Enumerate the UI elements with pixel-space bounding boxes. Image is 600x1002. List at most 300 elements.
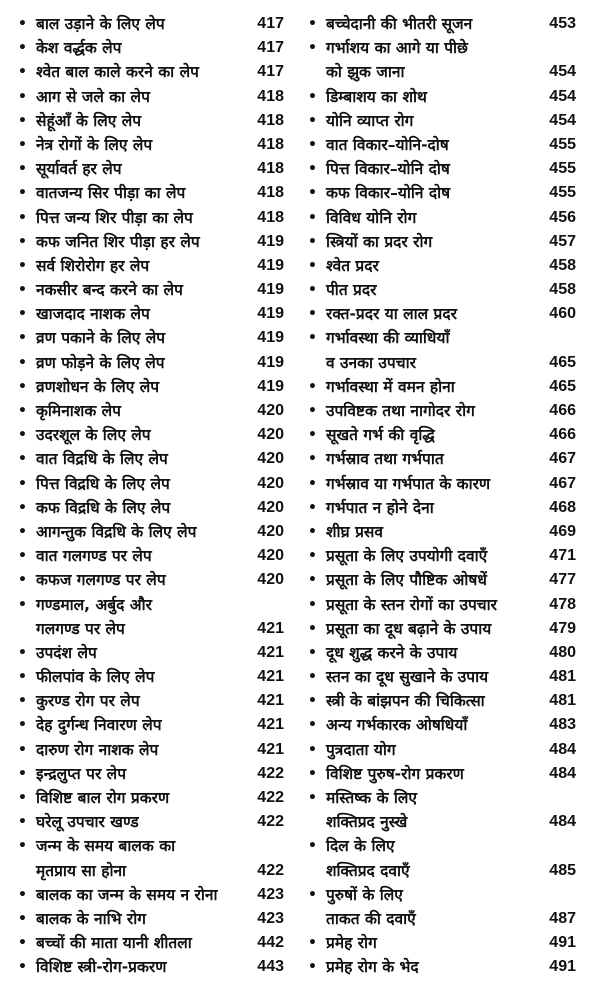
- toc-entry: [16, 230, 286, 254]
- toc-entry-page-number: 442: [257, 934, 284, 952]
- toc-entry: [16, 907, 286, 931]
- toc-entry-page-number: 419: [257, 353, 284, 371]
- toc-entry-line: [16, 60, 286, 84]
- toc-entry-line: [306, 206, 586, 230]
- bullet-icon: •: [308, 620, 317, 637]
- toc-entry: [16, 423, 286, 447]
- toc-entry-page-number: 421: [257, 619, 284, 637]
- toc-entry: [16, 133, 286, 157]
- toc-entry-page-number: 471: [549, 547, 576, 565]
- toc-entry-page-number: 422: [257, 861, 284, 879]
- toc-entry: [306, 834, 586, 882]
- bullet-icon: •: [18, 185, 27, 202]
- toc-entry-line: [306, 375, 586, 399]
- toc-entry-line: [306, 665, 586, 689]
- toc-entry-title: फीलपांव के लिए लेप: [36, 668, 155, 687]
- bullet-icon: •: [18, 427, 27, 444]
- toc-entry-title: कफ विकार–योनि दोष: [326, 184, 451, 203]
- toc-entry-line: [306, 738, 586, 762]
- toc-entry-page-number: 420: [257, 426, 284, 444]
- toc-entry-title: प्रमेह रोग के भेद: [326, 958, 419, 977]
- toc-entry-page-number: 465: [549, 377, 576, 395]
- toc-entry-page-number: 419: [257, 281, 284, 299]
- bullet-icon: •: [308, 112, 317, 129]
- toc-entry-line: [306, 447, 586, 471]
- bullet-icon: •: [308, 257, 317, 274]
- toc-entry-title: नेत्र रोगों के लिए लेप: [36, 135, 153, 154]
- toc-entry-title: वातजन्य सिर पीड़ा का लेप: [36, 184, 186, 203]
- bullet-icon: •: [18, 886, 27, 903]
- toc-entry-title: केश वर्द्धक लेप: [36, 39, 122, 58]
- toc-entry: [16, 665, 286, 689]
- toc-entry-line: [306, 931, 586, 955]
- toc-entry-title: बालक के नाभि रोग: [36, 909, 146, 928]
- bullet-icon: •: [18, 451, 27, 468]
- toc-entry: [16, 520, 286, 544]
- bullet-icon: •: [18, 209, 27, 226]
- toc-entry-line: [16, 326, 286, 350]
- toc-entry-title: सर्व शिरोरोग हर लेप: [36, 256, 150, 275]
- toc-entry-line: [306, 133, 586, 157]
- toc-entry-line: [16, 254, 286, 278]
- toc-entry-title: जन्म के समय बालक का: [36, 837, 176, 856]
- toc-entry: [16, 568, 286, 592]
- bullet-icon: •: [308, 475, 317, 492]
- toc-entry-line: [16, 423, 286, 447]
- toc-entry-title: पित्त विद्रधि के लिए लेप: [36, 474, 170, 493]
- toc-entry-line: [16, 85, 286, 109]
- toc-entry: [16, 883, 286, 907]
- toc-entry: [16, 472, 286, 496]
- toc-entry-line: [306, 617, 586, 641]
- toc-entry-page-number: 420: [257, 498, 284, 516]
- toc-entry: [306, 206, 586, 230]
- toc-entry-line: [306, 544, 586, 568]
- toc-entry-page-number: 422: [257, 789, 284, 806]
- toc-entry-title: डिम्बाशय का शोथ: [326, 87, 427, 106]
- bullet-icon: •: [308, 669, 317, 686]
- bullet-icon: •: [18, 499, 27, 516]
- bullet-icon: •: [308, 717, 317, 734]
- toc-entry: [16, 713, 286, 737]
- bullet-icon: •: [18, 644, 27, 661]
- toc-entry-line: [306, 423, 586, 447]
- toc-entry-page-number: 481: [549, 668, 576, 686]
- toc-entry-title: वात गलगण्ड पर लेप: [36, 547, 152, 566]
- toc-entry-page-number: 454: [549, 111, 576, 129]
- toc-entry-title: प्रसूता का दूध बढ़ाने के उपाय: [326, 619, 492, 638]
- toc-entry: [306, 544, 586, 568]
- toc-entry-title: सूखते गर्भ की वृद्धि: [326, 426, 435, 445]
- bullet-icon: •: [308, 40, 317, 57]
- bullet-icon: •: [18, 88, 27, 105]
- toc-entry-line: [306, 907, 586, 931]
- toc-entry-line: [16, 883, 286, 907]
- bullet-icon: •: [18, 814, 27, 831]
- toc-entry-line: [16, 12, 286, 36]
- toc-entry-page-number: 419: [257, 256, 284, 274]
- toc-entry-title: गर्भपात न होने देना: [326, 498, 434, 517]
- toc-entry-line: [306, 496, 586, 520]
- toc-entry-title: विशिष्ट बाल रोग प्रकरण: [36, 789, 170, 807]
- toc-entry-page-number: 417: [257, 15, 284, 32]
- toc-entry-title: श्वेत प्रदर: [326, 256, 379, 275]
- toc-entry-page-number: 455: [549, 160, 576, 178]
- toc-entry-line: [16, 351, 286, 375]
- toc-entry-title: उपदंश लेप: [36, 643, 97, 662]
- toc-entry: [16, 399, 286, 423]
- toc-entry-line: [16, 738, 286, 762]
- toc-entry: [306, 447, 586, 471]
- toc-entry: [16, 278, 286, 302]
- toc-entry: [306, 883, 586, 931]
- toc-entry: [306, 955, 586, 979]
- bullet-icon: •: [308, 572, 317, 589]
- toc-entry: [306, 36, 586, 84]
- toc-entry-page-number: 418: [257, 87, 284, 105]
- toc-entry-title: गण्डमाल, अर्बुद और: [36, 595, 152, 614]
- toc-entry: [306, 568, 586, 592]
- toc-entry-page-number: 418: [257, 160, 284, 178]
- toc-entry-line: [16, 665, 286, 689]
- toc-entry: [16, 12, 286, 36]
- bullet-icon: •: [308, 499, 317, 516]
- toc-entry: [306, 109, 586, 133]
- toc-entry-page-number: 456: [549, 208, 576, 226]
- toc-entry-line: [16, 230, 286, 254]
- toc-entry-line: [16, 206, 286, 230]
- toc-entry: [306, 641, 586, 665]
- bullet-icon: •: [18, 572, 27, 589]
- bullet-icon: •: [18, 112, 27, 129]
- toc-entry-page-number: 457: [549, 232, 576, 250]
- bullet-icon: •: [308, 838, 317, 855]
- toc-entry: [16, 85, 286, 109]
- toc-entry-line: [16, 568, 286, 592]
- toc-entry-title: इन्द्रलुप्त पर लेप: [36, 764, 126, 783]
- bullet-icon: •: [18, 765, 27, 782]
- toc-entry-title: दूध शुद्ध करने के उपाय: [326, 643, 458, 662]
- toc-column-left: [16, 12, 286, 980]
- bullet-icon: •: [18, 403, 27, 419]
- toc-entry: [306, 157, 586, 181]
- toc-entry-title: गर्भस्राव या गर्भपात के कारण: [326, 474, 491, 493]
- toc-entry: [16, 326, 286, 350]
- toc-entry-title: व्रण पकाने के लिए लेप: [36, 329, 166, 348]
- bullet-icon: •: [18, 64, 27, 81]
- toc-entry-title: मस्तिष्क के लिए: [326, 789, 418, 807]
- bullet-icon: •: [18, 669, 27, 686]
- toc-entry: [16, 738, 286, 762]
- toc-entry: [306, 665, 586, 689]
- toc-entry-page-number: 484: [549, 740, 576, 758]
- toc-entry-title: प्रसूता के स्तन रोगों का उपचार: [326, 595, 498, 614]
- toc-entry-page-number: 466: [549, 426, 576, 444]
- bullet-icon: •: [308, 886, 317, 903]
- toc-entry-line: [16, 520, 286, 544]
- bullet-icon: •: [308, 765, 317, 782]
- toc-entry-line: [306, 859, 586, 883]
- toc-entry-page-number: 481: [549, 692, 576, 710]
- toc-entry: [16, 254, 286, 278]
- toc-entry-title: नकसीर बन्द करने का लेप: [36, 281, 183, 300]
- toc-entry-title: विशिष्ट पुरुष-रोग प्रकरण: [326, 764, 464, 783]
- toc-entry: [306, 713, 586, 737]
- toc-entry-line: [16, 859, 286, 883]
- toc-entry-title: श्वेत बाल काले करने का लेप: [36, 63, 199, 82]
- toc-entry-line: [306, 472, 586, 496]
- bullet-icon: •: [18, 717, 27, 734]
- bullet-icon: •: [308, 161, 317, 178]
- toc-entry: [16, 181, 286, 205]
- bullet-icon: •: [308, 596, 317, 613]
- toc-entry: [306, 593, 586, 617]
- toc-entry-line: [16, 157, 286, 181]
- toc-entry-line: [306, 60, 586, 84]
- bullet-icon: •: [18, 935, 27, 952]
- toc-entry-page-number: 480: [549, 643, 576, 661]
- toc-entry-page-number: 484: [549, 813, 576, 831]
- toc-entry-page-number: 420: [257, 522, 284, 540]
- bullet-icon: •: [308, 523, 317, 540]
- toc-entry: [306, 399, 586, 423]
- toc-entry: [16, 157, 286, 181]
- toc-entry-page-number: 418: [257, 184, 284, 202]
- bullet-icon: •: [308, 741, 317, 758]
- toc-entry-title: प्रसूता के लिए पौष्टिक ओषधें: [326, 571, 487, 590]
- bullet-icon: •: [18, 838, 27, 855]
- toc-entry-line: [306, 230, 586, 254]
- toc-entry: [16, 593, 286, 641]
- bullet-icon: •: [18, 161, 27, 178]
- toc-entry-page-number: 477: [549, 571, 576, 589]
- toc-entry-page-number: 455: [549, 184, 576, 202]
- toc-entry-title: स्तन का दूध सुखाने के उपाय: [326, 668, 489, 687]
- toc-entry-line: [306, 254, 586, 278]
- toc-entry-line: [306, 278, 586, 302]
- toc-entry-title: कफ विद्रधि के लिए लेप: [36, 498, 171, 517]
- toc-entry-line: [306, 786, 586, 810]
- toc-entry: [306, 181, 586, 205]
- toc-entry-title: कफज गलगण्ड पर लेप: [36, 571, 166, 590]
- toc-entry-page-number: 465: [549, 353, 576, 371]
- toc-entry-title: वात विद्रधि के लिए लेप: [36, 450, 168, 469]
- bullet-icon: •: [308, 548, 317, 565]
- toc-entry-title: कृमिनाशक लेप: [36, 402, 121, 420]
- toc-entry-line: [16, 713, 286, 737]
- toc-entry: [16, 496, 286, 520]
- toc-entry-page-number: 422: [257, 813, 284, 831]
- bullet-icon: •: [18, 693, 27, 710]
- toc-entry-line: [306, 762, 586, 786]
- toc-entry-page-number: 460: [549, 305, 576, 323]
- toc-entry-title: व्रण फोड़ने के लिए लेप: [36, 353, 165, 372]
- bullet-icon: •: [18, 136, 27, 153]
- toc-entry-title: गर्भावस्था में वमन होना: [326, 377, 455, 396]
- toc-entry-line: [16, 36, 286, 60]
- bullet-icon: •: [18, 378, 27, 395]
- toc-entry-line: [16, 641, 286, 665]
- toc-entry-line: [16, 689, 286, 713]
- toc-entry-title: खाजदाद नाशक लेप: [36, 305, 150, 324]
- bullet-icon: •: [18, 330, 27, 347]
- toc-entry-line: [306, 810, 586, 834]
- toc-entry-page-number: 420: [257, 474, 284, 492]
- toc-entry-title: वात विकार–योनि-दोष: [326, 135, 449, 154]
- toc-entry-title: कफ जनित शिर पीड़ा हर लेप: [36, 232, 200, 251]
- toc-entry-line: [16, 955, 286, 979]
- toc-entry-title: शक्तिप्रद नुस्खे: [326, 813, 408, 832]
- toc-entry-title: उदरशूल के लिए लेप: [36, 426, 151, 445]
- toc-entry: [16, 109, 286, 133]
- toc-entry-title: सेहूंआँ के लिए लेप: [36, 111, 142, 130]
- bullet-icon: •: [18, 16, 27, 32]
- toc-entry-page-number: 466: [549, 402, 576, 419]
- toc-entry: [16, 955, 286, 979]
- toc-entry-page-number: 487: [549, 909, 576, 927]
- toc-entry-line: [306, 399, 586, 423]
- toc-entry-title: व्रणशोधन के लिए लेप: [36, 377, 160, 396]
- toc-entry-page-number: 421: [257, 668, 284, 686]
- bullet-icon: •: [308, 451, 317, 468]
- toc-entry-line: [16, 399, 286, 423]
- toc-entry-title: शीघ्र प्रसव: [326, 522, 384, 541]
- bullet-icon: •: [308, 330, 317, 347]
- toc-entry-page-number: 453: [549, 15, 576, 32]
- toc-entry-page-number: 483: [549, 716, 576, 734]
- toc-entry-title: बालक का जन्म के समय न रोना: [36, 885, 218, 904]
- toc-entry-title: व उनका उपचार: [326, 353, 416, 372]
- toc-entry-page-number: 491: [549, 934, 576, 952]
- toc-entry: [16, 544, 286, 568]
- bullet-icon: •: [308, 16, 317, 32]
- toc-entry-line: [306, 955, 586, 979]
- toc-entry-page-number: 419: [257, 232, 284, 250]
- toc-entry-line: [16, 593, 286, 617]
- toc-entry-line: [306, 593, 586, 617]
- toc-entry-title: उपविष्टक तथा नागोदर रोग: [326, 402, 475, 420]
- toc-entry-line: [306, 181, 586, 205]
- bullet-icon: •: [308, 185, 317, 202]
- toc-entry-title: विविध योनि रोग: [326, 208, 417, 227]
- toc-entry-title: देह दुर्गन्ध निवारण लेप: [36, 716, 162, 735]
- toc-entry-page-number: 478: [549, 595, 576, 613]
- toc-entry-title: बाल उड़ाने के लिए लेप: [36, 15, 165, 33]
- toc-entry-page-number: 467: [549, 450, 576, 468]
- toc-entry-page-number: 420: [257, 402, 284, 419]
- toc-entry-page-number: 458: [549, 256, 576, 274]
- toc-entry-title: विशिष्ट स्त्री-रोग-प्रकरण: [36, 958, 167, 977]
- toc-entry-page-number: 420: [257, 450, 284, 468]
- bullet-icon: •: [18, 741, 27, 758]
- toc-entry-title: आगन्तुक विद्रधि के लिए लेप: [36, 522, 197, 541]
- toc-entry: [16, 810, 286, 834]
- toc-entry-line: [16, 133, 286, 157]
- toc-entry-line: [306, 36, 586, 60]
- toc-entry-line: [306, 12, 586, 36]
- toc-entry-page-number: 421: [257, 716, 284, 734]
- toc-entry-title: ताकत की दवाएँ: [326, 909, 416, 928]
- toc-entry-line: [16, 931, 286, 955]
- toc-entry-line: [306, 713, 586, 737]
- toc-entry-title: प्रमेह रोग: [326, 934, 377, 953]
- toc-entry-page-number: 484: [549, 764, 576, 782]
- toc-entry: [306, 762, 586, 786]
- toc-entry-line: [306, 302, 586, 326]
- toc-entry-page-number: 417: [257, 39, 284, 57]
- toc-entry-title: पुत्रदाता योग: [326, 740, 396, 759]
- toc-entry-line: [306, 834, 586, 858]
- toc-entry-line: [306, 157, 586, 181]
- toc-entry-page-number: 420: [257, 571, 284, 589]
- toc-entry-title: को झुक जाना: [326, 63, 405, 82]
- toc-entry-title: पित्त विकार–योनि दोष: [326, 160, 450, 179]
- toc-entry-page-number: 418: [257, 208, 284, 226]
- toc-entry-page-number: 423: [257, 885, 284, 903]
- toc-entry-page-number: 454: [549, 63, 576, 81]
- toc-entry: [16, 834, 286, 882]
- bullet-icon: •: [18, 790, 27, 806]
- bullet-icon: •: [308, 790, 317, 806]
- bullet-icon: •: [18, 257, 27, 274]
- bullet-icon: •: [18, 959, 27, 976]
- toc-entry-line: [16, 544, 286, 568]
- toc-entry-line: [16, 907, 286, 931]
- toc-entry-title: घरेलू उपचार खण्ड: [36, 813, 139, 832]
- toc-entry: [16, 206, 286, 230]
- bullet-icon: •: [308, 88, 317, 105]
- bullet-icon: •: [308, 403, 317, 419]
- toc-entry: [306, 326, 586, 374]
- toc-entry-page-number: 469: [549, 522, 576, 540]
- toc-entry: [16, 762, 286, 786]
- toc-entry-title: बच्चेदानी की भीतरी सूजन: [326, 15, 473, 33]
- toc-entry-line: [16, 810, 286, 834]
- toc-column-right: [306, 12, 586, 980]
- toc-entry-page-number: 421: [257, 740, 284, 758]
- bullet-icon: •: [18, 306, 27, 323]
- toc-entry-line: [306, 568, 586, 592]
- toc-entry: [306, 617, 586, 641]
- toc-entry-page-number: 485: [549, 861, 576, 879]
- bullet-icon: •: [308, 935, 317, 952]
- toc-entry-page-number: 421: [257, 692, 284, 710]
- toc-entry: [16, 931, 286, 955]
- toc-entry-title: पित्त जन्य शिर पीड़ा का लेप: [36, 208, 193, 227]
- toc-entry-title: दिल के लिए: [326, 837, 395, 856]
- toc-entry-page-number: 419: [257, 305, 284, 323]
- toc-entry-title: अन्य गर्भकारक ओषधियाँ: [326, 716, 468, 735]
- toc-entry: [306, 786, 586, 834]
- toc-entry-line: [306, 520, 586, 544]
- bullet-icon: •: [308, 282, 317, 299]
- toc-entry-line: [16, 181, 286, 205]
- toc-entry: [16, 447, 286, 471]
- toc-entry: [16, 60, 286, 84]
- toc-entry: [306, 230, 586, 254]
- bullet-icon: •: [308, 233, 317, 250]
- toc-entry-page-number: 418: [257, 135, 284, 153]
- bullet-icon: •: [308, 693, 317, 710]
- toc-entry: [16, 375, 286, 399]
- toc-entry-line: [306, 351, 586, 375]
- toc-entry: [306, 254, 586, 278]
- toc-entry-page-number: 455: [549, 135, 576, 153]
- bullet-icon: •: [18, 910, 27, 927]
- toc-entry-page-number: 458: [549, 281, 576, 299]
- toc-entry-title: गर्भस्राव तथा गर्भपात: [326, 450, 444, 469]
- toc-entry: [16, 786, 286, 810]
